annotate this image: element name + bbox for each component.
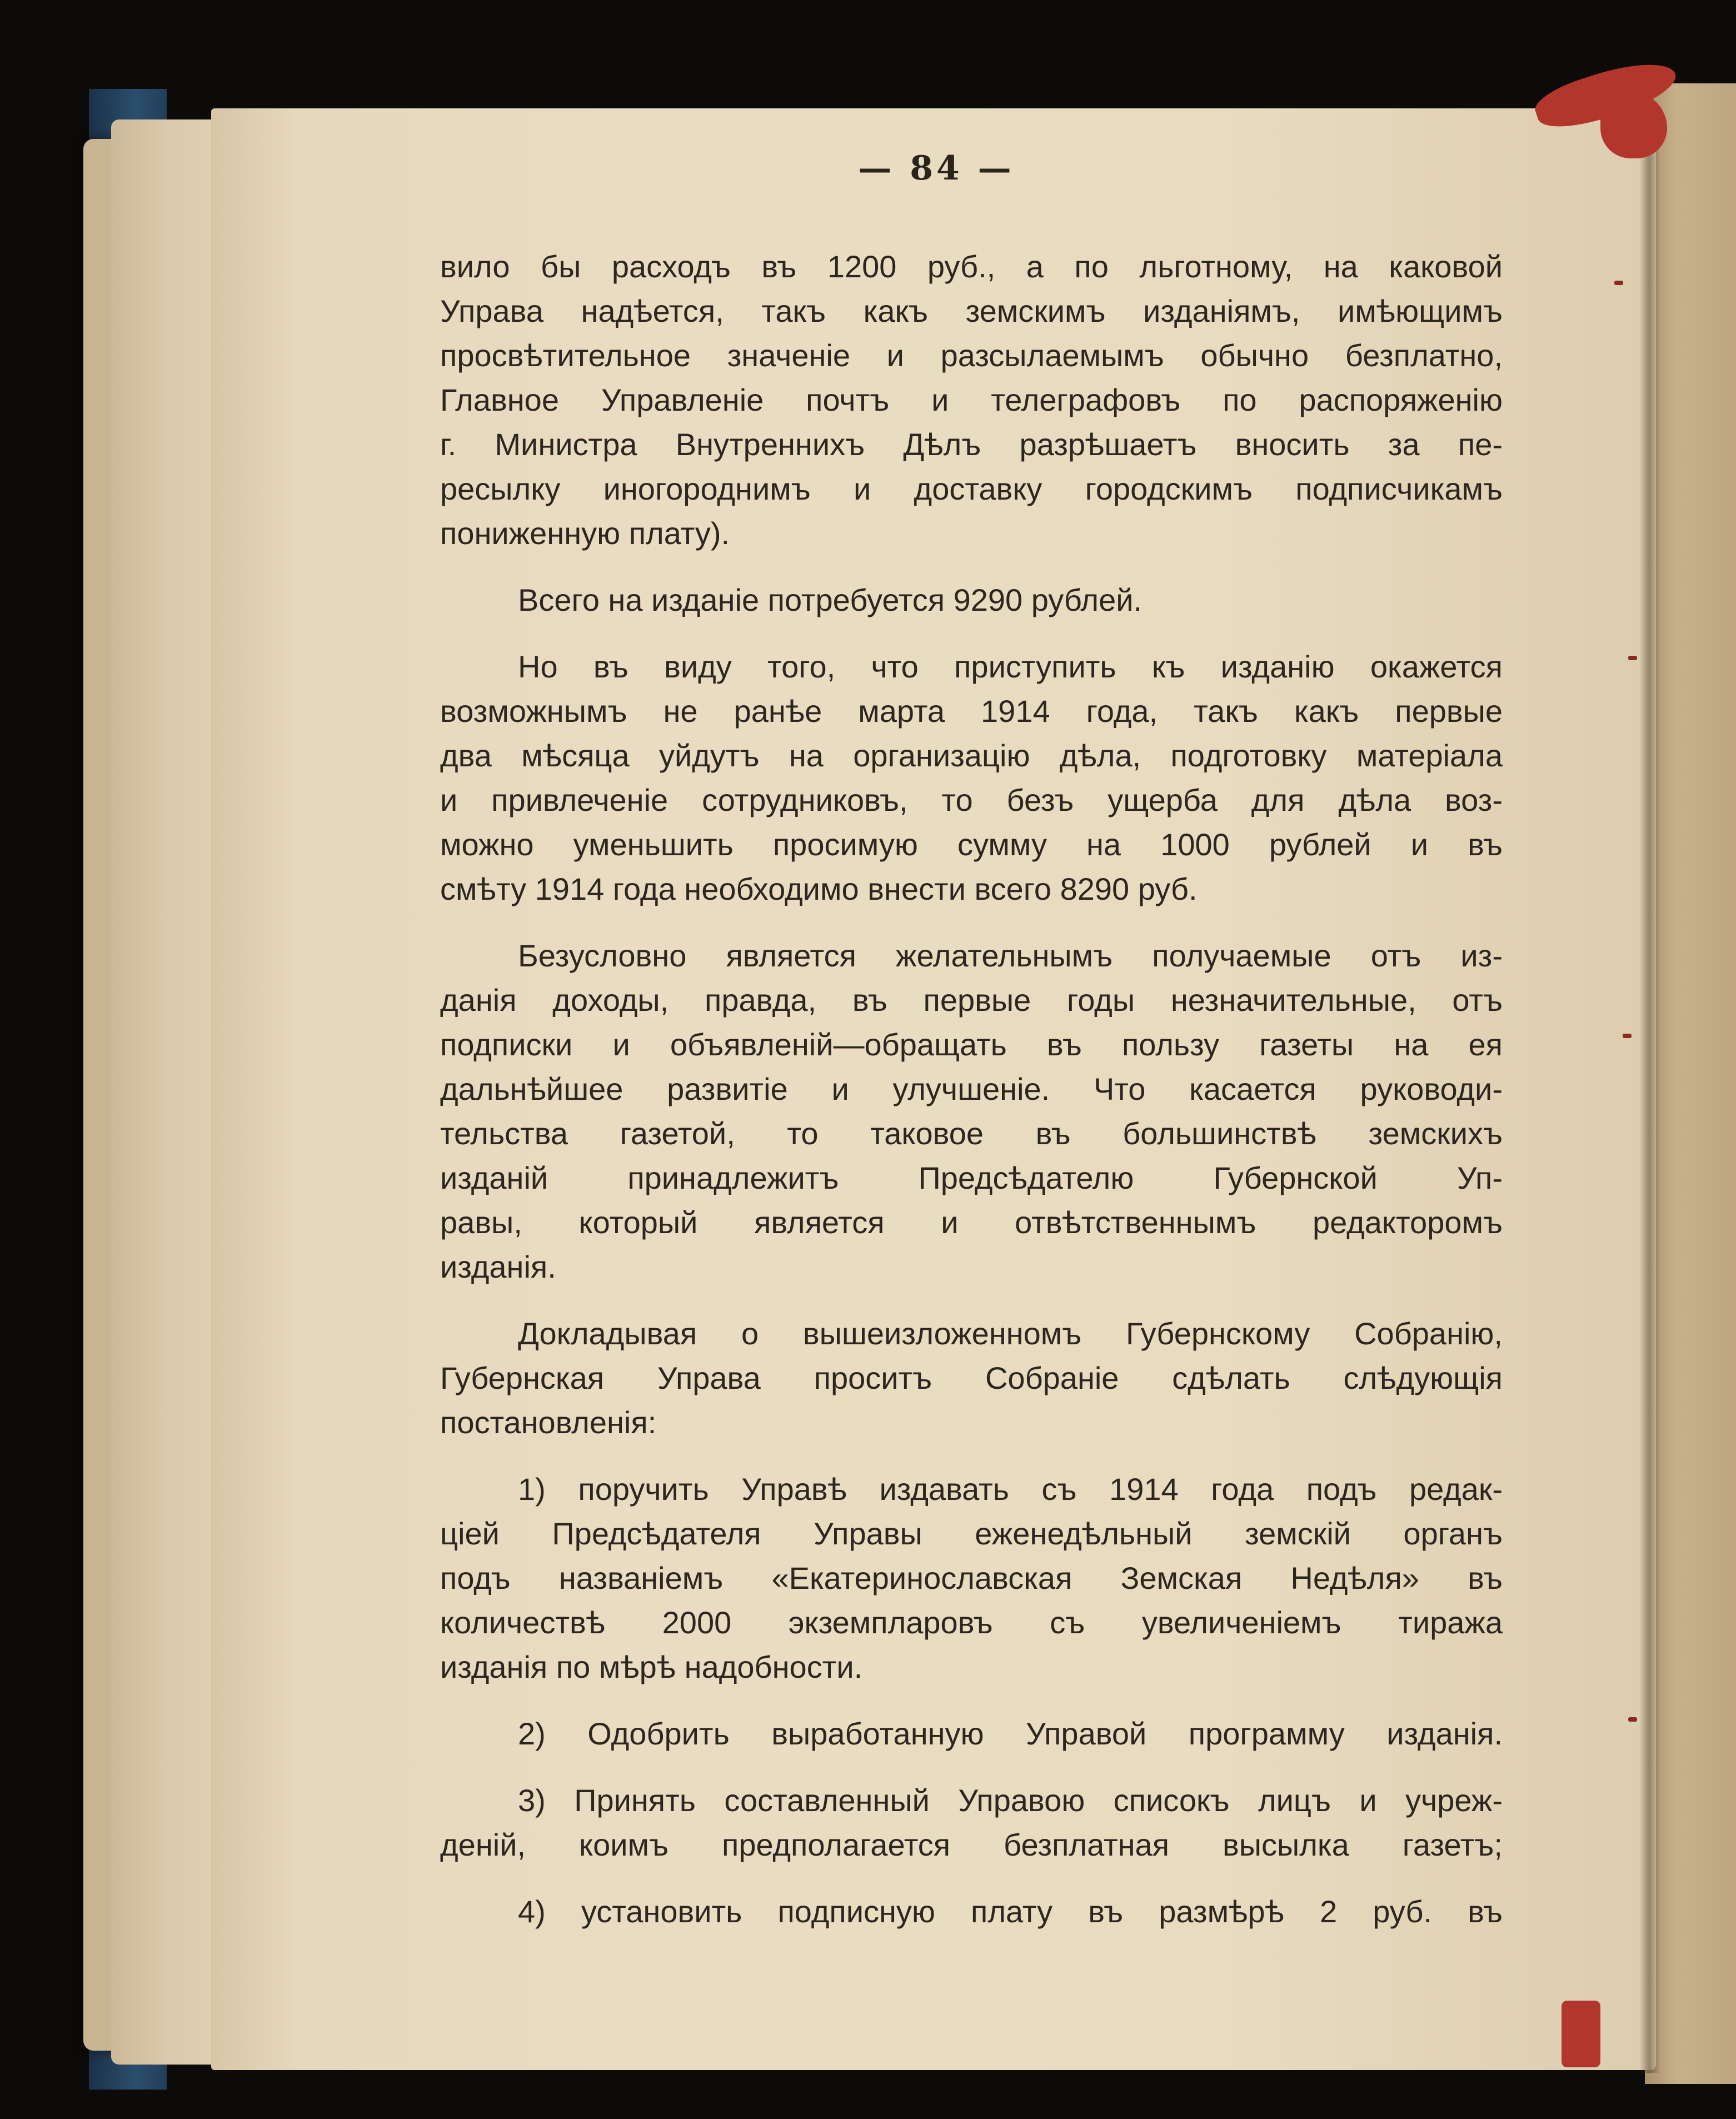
text-line: пониженную плату). (440, 516, 730, 551)
text-line: Управа надѣется, такъ какъ земскимъ изданіямъ, имѣющимъ (440, 293, 1503, 328)
text-line: просвѣтительное значеніе и разсылаемымъ обычно безплатно, (440, 338, 1503, 373)
text-line: 1) поручить Управѣ издавать съ 1914 года подъ редак- (518, 1472, 1503, 1507)
text-line: 2) Одобрить выработанную Управой программу изданія. (518, 1716, 1503, 1751)
text-line: 4) установить подписную плату въ размѣрѣ 2 руб. въ (518, 1894, 1503, 1929)
text-line: постановленія: (440, 1405, 657, 1440)
text-line: тельства газетой, то таковое въ большинствѣ земскихъ (440, 1116, 1503, 1151)
text-line: деній, коимъ предполагается безплатная высылка газетъ; (440, 1827, 1503, 1862)
text-line: 3) Принять составленный Управою списокъ лицъ и учреж- (518, 1783, 1503, 1818)
red-ribbon-mark (1562, 2001, 1600, 2067)
text-line: Но въ виду того, что приступить къ изданію окажется (518, 649, 1503, 684)
text-line: Безусловно является желательнымъ получаемые отъ из- (518, 938, 1503, 973)
text-line: дальнѣйшее развитіе и улучшеніе. Что касается руководи- (440, 1071, 1503, 1106)
page-number: — 84 — (858, 149, 1015, 188)
page-gutter (1639, 106, 1659, 2073)
text-line: изданія по мѣрѣ надобности. (440, 1649, 863, 1684)
text-line: ресылку иногороднимъ и доставку городскимъ подписчикамъ (440, 471, 1503, 506)
text-line: равы, который является и отвѣтственнымъ редакторомъ (440, 1205, 1503, 1240)
text-line: Всего на изданіе потребуется 9290 рублей. (518, 582, 1143, 617)
text-line: можно уменьшить просимую сумму на 1000 рублей и въ (440, 827, 1503, 862)
text-line: подписки и объявленій—обращать въ пользу газеты на ея (440, 1027, 1503, 1062)
text-line: изданія. (440, 1249, 556, 1284)
text-line: Главное Управленіе почтъ и телеграфовъ по распоряженію (440, 382, 1503, 417)
margin-mark (1628, 1717, 1637, 1722)
margin-mark (1614, 281, 1623, 285)
text-line: смѣту 1914 года необходимо внести всего 8290 руб. (440, 871, 1198, 906)
text-line: Губернская Управа проситъ Собраніе сдѣлать слѣдующія (440, 1360, 1503, 1395)
text-line: количествѣ 2000 экземпларовъ съ увеличеніемъ тиража (440, 1605, 1503, 1640)
text-line: два мѣсяца уйдутъ на организацію дѣла, подготовку матеріала (440, 738, 1503, 773)
page-text (440, 245, 1503, 1934)
text-line: ціей Предсѣдателя Управы еженедѣльный земскій органъ (440, 1516, 1503, 1551)
text-line: Докладывая о вышеизложенномъ Губернскому Собранію, (518, 1316, 1503, 1351)
margin-mark (1623, 1034, 1632, 1038)
margin-mark (1628, 656, 1637, 660)
text-line: г. Министра Внутреннихъ Дѣлъ разрѣшаетъ вносить за пе- (440, 427, 1503, 462)
text-line: изданій принадлежитъ Предсѣдателю Губернской Уп- (440, 1160, 1503, 1195)
text-line: и привлеченіе сотрудниковъ, то безъ ущерба для дѣла воз- (440, 782, 1503, 817)
text-line: данія доходы, правда, въ первые годы незначительные, отъ (440, 983, 1503, 1018)
text-line: подъ названіемъ «Екатеринославская Земская Недѣля» въ (440, 1560, 1503, 1596)
text-line: возможнымъ не ранѣе марта 1914 года, такъ какъ первые (440, 694, 1503, 729)
text-line: вило бы расходъ въ 1200 руб., а по льготному, на каковой (440, 249, 1503, 284)
